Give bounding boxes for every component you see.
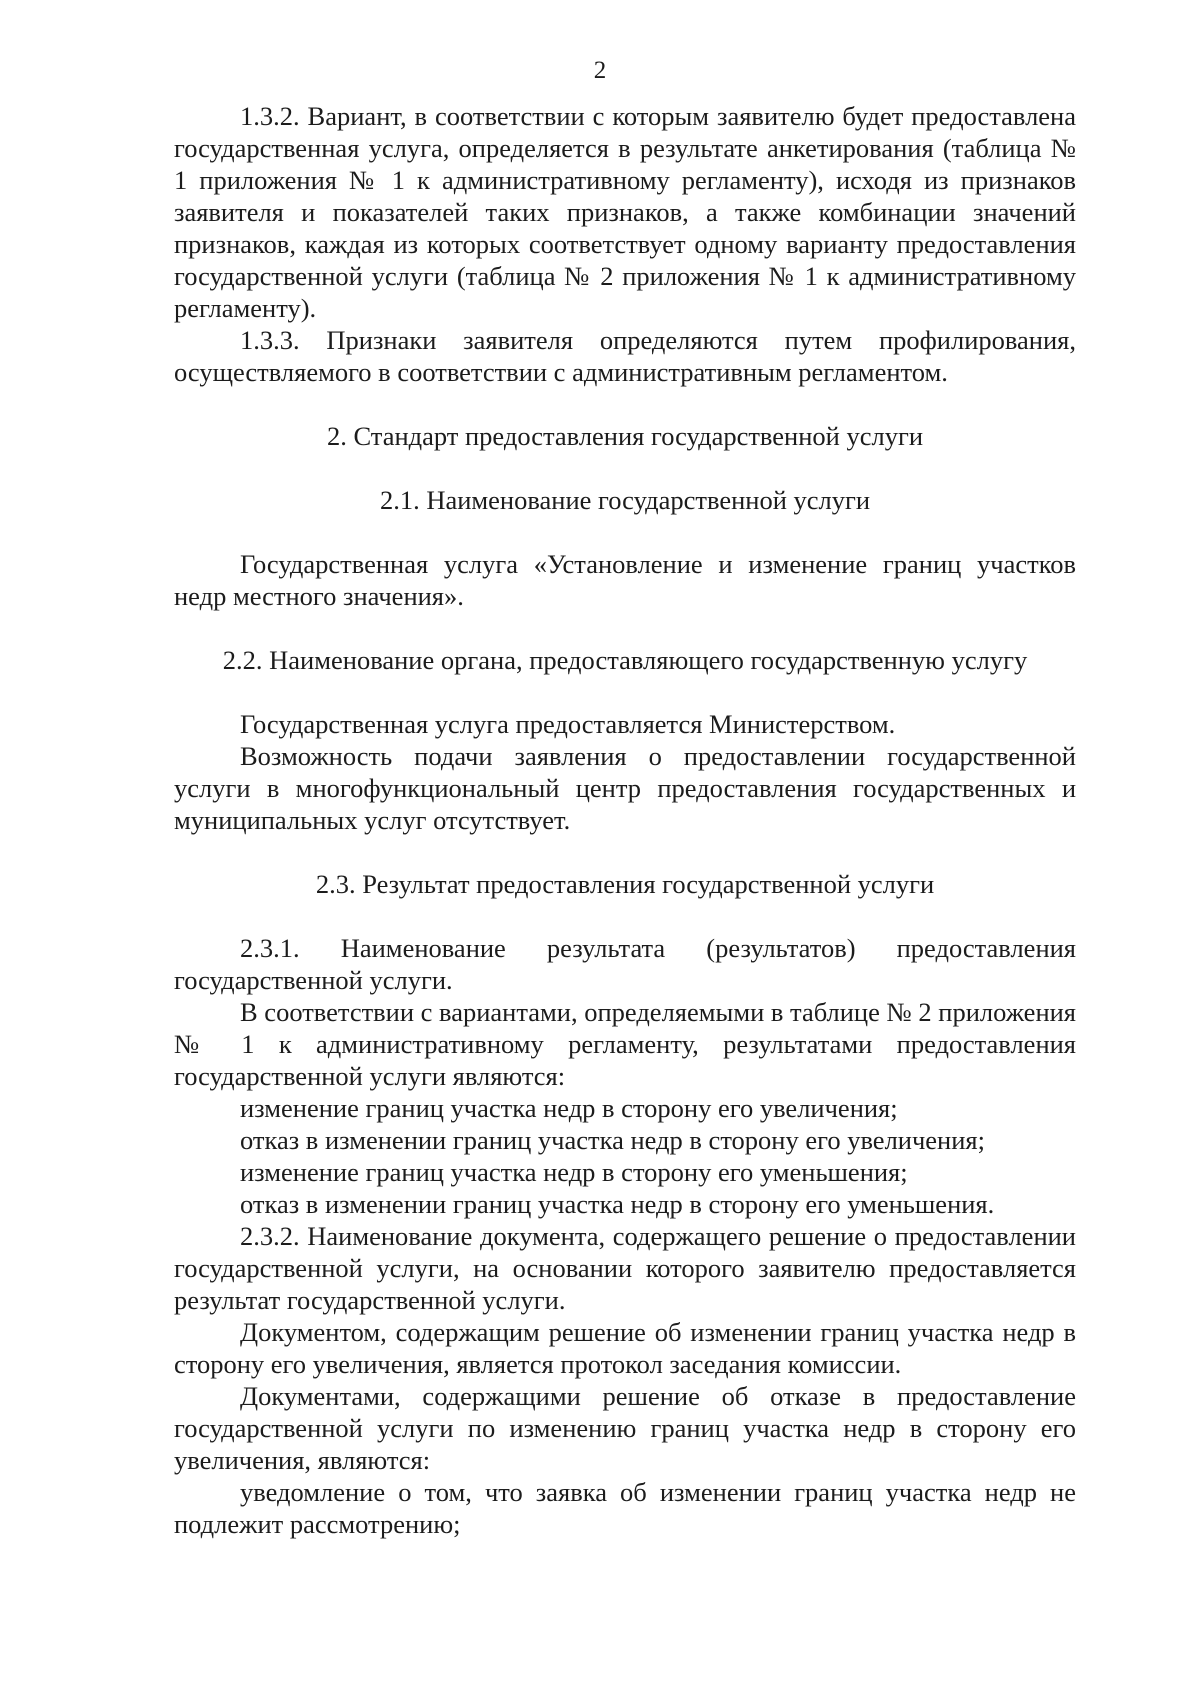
paragraph-2-3-1: 2.3.1. Наименование результата (результатов) предоставления государственной услуги. — [174, 933, 1076, 995]
section-heading-2: 2. Стандарт предоставления государственной услуги — [326, 421, 924, 451]
paragraph-1-3-3: 1.3.3. Признаки заявителя определяются путем профилирования, осуществляемого в соответствии с административным регламентом. — [174, 325, 1076, 387]
result-list-item: отказ в изменении границ участка недр в сторону его увеличения; — [240, 1125, 985, 1155]
result-list-item: изменение границ участка недр в сторону его уменьшения; — [240, 1157, 908, 1187]
paragraph-2-3-2-d: уведомление о том, что заявка об изменении границ участка недр не подлежит рассмотрению; — [174, 1477, 1076, 1539]
paragraph-2-3-2: 2.3.2. Наименование документа, содержащего решение о предоставлении государственной услуги, на основании которого заявителю предоставляется результат государственной услуги. — [174, 1221, 1076, 1315]
paragraph-2-3-1-b: В соответствии с вариантами, определяемыми в таблице № 2 приложения № 1 к административному регламенту, результатами предоставления государственной услуги являются: — [174, 997, 1076, 1091]
section-heading-2-2: 2.2. Наименование органа, предоставляющего государственную услугу — [222, 645, 1028, 675]
paragraph-2-3-2-c: Документами, содержащими решение об отказе в предоставление государственной услуги по изменению границ участка недр в сторону его увеличения, являются: — [174, 1381, 1076, 1475]
paragraph-2-3-2-b: Документом, содержащим решение об изменении границ участка недр в сторону его увеличения, является протокол заседания комиссии. — [174, 1317, 1076, 1379]
paragraph-2-2-a: Государственная услуга предоставляется Министерством. — [240, 709, 896, 739]
result-list-item: отказ в изменении границ участка недр в сторону его уменьшения. — [240, 1189, 995, 1219]
section-heading-2-3: 2.3. Результат предоставления государственной услуги — [315, 869, 935, 899]
paragraph-1-3-2: 1.3.2. Вариант, в соответствии с которым заявителю будет предоставлена государственная услуга, определяется в результате анкетирования (таблица № 1 приложения № 1 к административному регламенту), исходя из признаков заявителя и показателей таких признаков, а также комбинации значений признаков, каждая из которых соответствует одному варианту предоставления государственной услуги (таблица № 2 приложения № 1 к административному регламенту). — [174, 101, 1076, 323]
paragraph-2-2-b: Возможность подачи заявления о предоставлении государственной услуги в многофункциональный центр предоставления государственных и муниципальных услуг отсутствует. — [174, 741, 1076, 835]
paragraph-2-1: Государственная услуга «Установление и изменение границ участков недр местного значения». — [174, 549, 1076, 611]
page-number: 2 — [593, 57, 607, 84]
document-body — [174, 100, 1076, 1540]
result-list-item: изменение границ участка недр в сторону его увеличения; — [240, 1093, 898, 1123]
section-heading-2-1: 2.1. Наименование государственной услуги — [379, 485, 871, 515]
